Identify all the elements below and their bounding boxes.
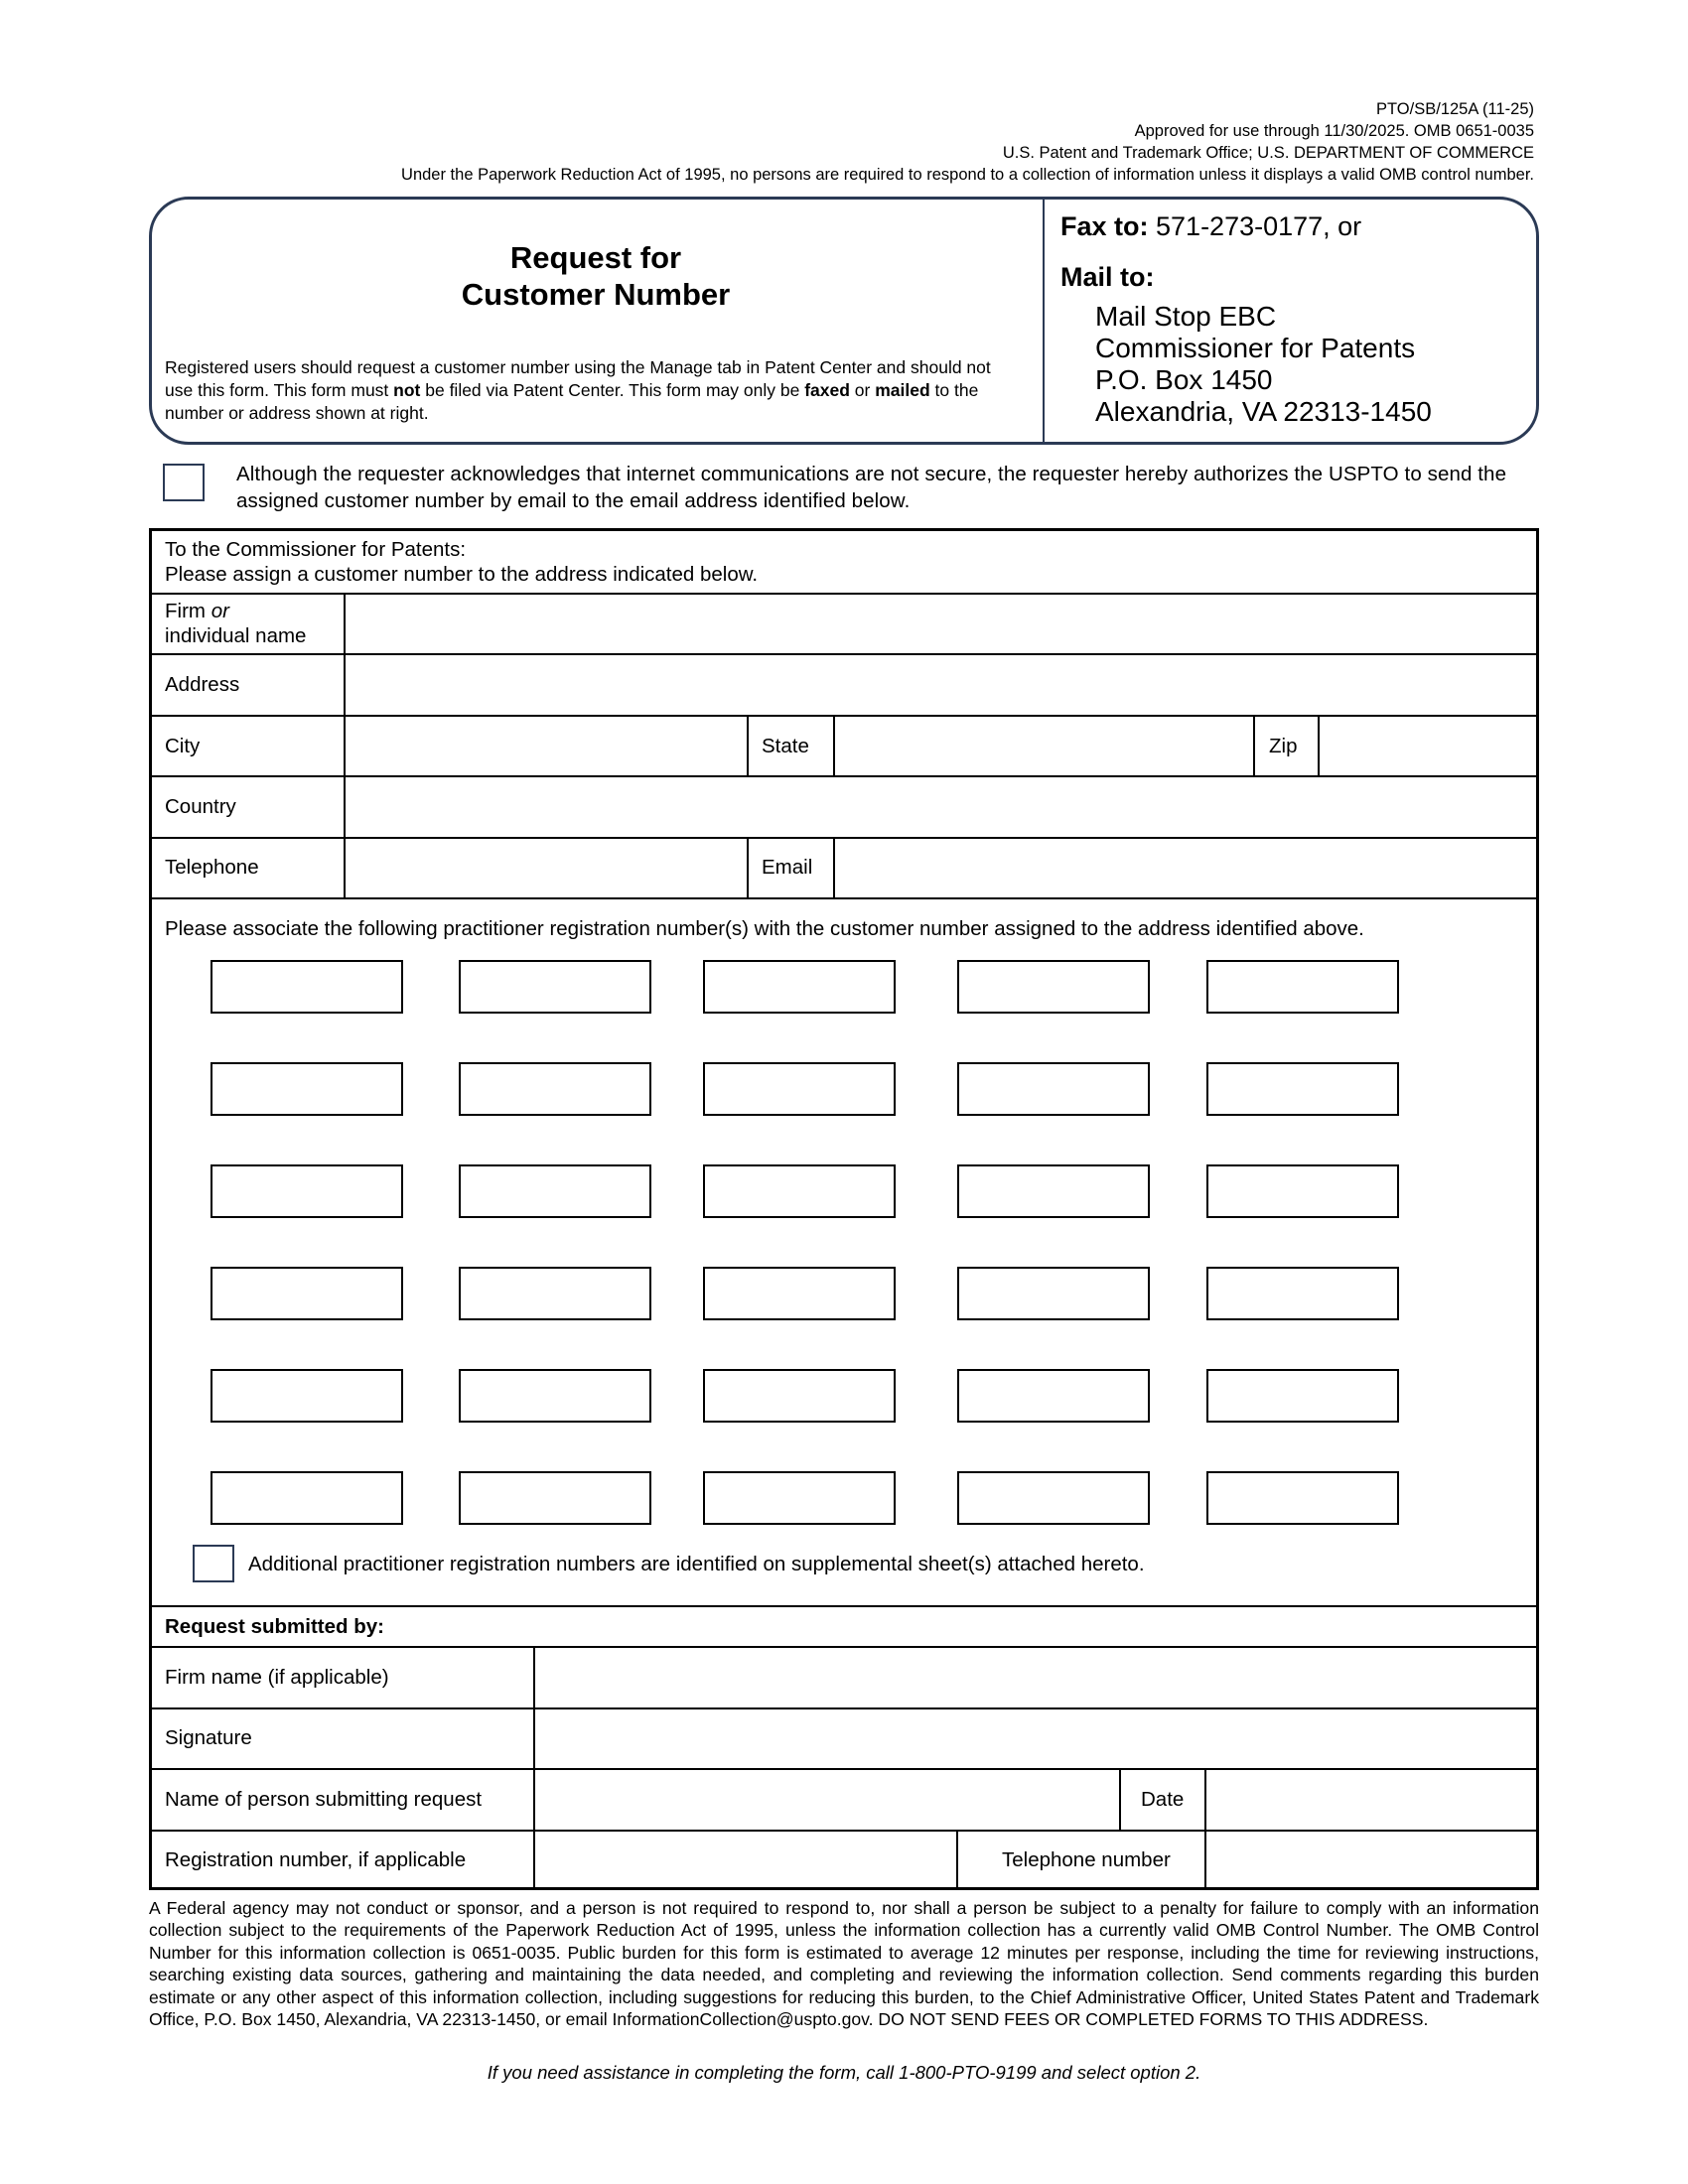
person-name-label: Name of person submitting request	[165, 1788, 483, 1811]
practitioner-registration-number-input[interactable]	[957, 1062, 1150, 1116]
submitter-firm-name-field[interactable]	[535, 1648, 1537, 1707]
mail-line: Alexandria, VA 22313-1450	[1095, 396, 1432, 427]
practitioner-registration-number-input[interactable]	[211, 1267, 403, 1320]
practitioner-registration-number-input[interactable]	[957, 960, 1150, 1014]
person-name-field[interactable]	[535, 1770, 1119, 1830]
practitioner-registration-number-input[interactable]	[957, 1369, 1150, 1423]
firm-label-or: or	[211, 600, 229, 622]
practitioner-registration-number-input[interactable]	[703, 1369, 896, 1423]
registration-number-field[interactable]	[535, 1832, 956, 1889]
submitted-by-heading: Request submitted by:	[165, 1615, 384, 1638]
row-divider	[150, 1605, 1538, 1607]
state-field[interactable]	[835, 717, 1253, 775]
telephone-number-field[interactable]	[1206, 1832, 1537, 1889]
mail-label: Mail to:	[1060, 262, 1155, 292]
telephone-number-label: Telephone number	[1002, 1848, 1171, 1871]
cell-divider	[1253, 715, 1255, 775]
country-field[interactable]	[346, 777, 1537, 837]
practitioner-registration-number-input[interactable]	[703, 1471, 896, 1525]
signature-label: Signature	[165, 1726, 252, 1749]
cell-divider	[956, 1830, 958, 1889]
intro-line-1: To the Commissioner for Patents:	[165, 538, 467, 561]
mail-line: P.O. Box 1450	[1095, 364, 1273, 395]
practitioner-registration-number-input[interactable]	[1206, 1164, 1399, 1218]
state-label: State	[762, 735, 809, 757]
practitioner-registration-number-input[interactable]	[1206, 960, 1399, 1014]
mail-line: Commissioner for Patents	[1095, 333, 1416, 363]
practitioner-registration-number-input[interactable]	[703, 1062, 896, 1116]
fax-line	[1060, 211, 1361, 242]
practitioner-registration-number-input[interactable]	[459, 1062, 651, 1116]
practitioner-registration-number-input[interactable]	[211, 1062, 403, 1116]
practitioner-registration-number-input[interactable]	[1206, 1471, 1399, 1525]
cell-divider	[747, 715, 749, 775]
practitioner-registration-number-input[interactable]	[211, 1471, 403, 1525]
form-title-line2: Customer Number	[461, 277, 731, 312]
practitioner-registration-number-input[interactable]	[459, 1164, 651, 1218]
practitioner-registration-number-input[interactable]	[957, 1164, 1150, 1218]
agency-line: U.S. Patent and Trademark Office; U.S. DEPARTMENT OF COMMERCE	[1002, 144, 1534, 162]
email-authorization-text: Although the requester acknowledges that internet communications are not secure, the requester hereby authorizes the USPTO to send the assigned customer number by email to the email address identified below.	[236, 463, 1507, 512]
zip-label: Zip	[1269, 735, 1298, 757]
practitioner-registration-number-input[interactable]	[703, 960, 896, 1014]
registered-users-note	[165, 356, 1019, 425]
email-field[interactable]	[835, 839, 1537, 897]
firm-or-individual-label	[165, 599, 306, 648]
practitioner-registration-number-input[interactable]	[703, 1267, 896, 1320]
practitioner-registration-number-input[interactable]	[703, 1164, 896, 1218]
practitioner-instruction: Please associate the following practitioner registration number(s) with the customer number assigned to the address identified above.	[165, 917, 1364, 940]
signature-field[interactable]	[535, 1709, 1537, 1768]
email-label: Email	[762, 856, 813, 879]
city-field[interactable]	[346, 717, 747, 775]
practitioner-registration-number-input[interactable]	[211, 1164, 403, 1218]
mail-line: Mail Stop EBC	[1095, 301, 1277, 332]
practitioner-registration-number-input[interactable]	[459, 960, 651, 1014]
firm-name-label: Firm name (if applicable)	[165, 1666, 389, 1689]
note-text-3: to the number or address shown at right.	[165, 380, 979, 423]
practitioner-registration-number-input[interactable]	[459, 1267, 651, 1320]
note-text-1: Registered users should request a customer number using the Manage tab in Patent Center and should not use this form. This form must	[165, 357, 991, 400]
city-label: City	[165, 735, 201, 757]
practitioner-registration-number-input[interactable]	[1206, 1369, 1399, 1423]
additional-numbers-text: Additional practitioner registration numbers are identified on supplemental sheet(s) attached hereto.	[248, 1553, 1145, 1575]
fax-number: 571-273-0177, or	[1148, 211, 1362, 241]
email-authorization-checkbox[interactable]	[163, 464, 205, 501]
additional-numbers-checkbox[interactable]	[193, 1545, 234, 1582]
form-title-line1: Request for	[509, 240, 682, 275]
date-field[interactable]	[1206, 1770, 1537, 1830]
firm-label-text: Firm	[165, 600, 211, 622]
firm-name-field[interactable]	[346, 595, 1537, 653]
title-divider	[1043, 197, 1045, 445]
address-label: Address	[165, 673, 240, 696]
telephone-field[interactable]	[346, 839, 747, 897]
practitioner-registration-number-input[interactable]	[957, 1267, 1150, 1320]
note-or: or	[849, 380, 876, 400]
practitioner-registration-number-input[interactable]	[459, 1471, 651, 1525]
form-id: PTO/SB/125A (11-25)	[1376, 100, 1534, 118]
practitioner-registration-number-input[interactable]	[211, 960, 403, 1014]
zip-field[interactable]	[1320, 717, 1537, 775]
cell-divider	[1119, 1768, 1121, 1830]
assistance-line: If you need assistance in completing the form, call 1-800-PTO-9199 and select option 2.	[487, 2062, 1201, 2083]
practitioner-registration-number-input[interactable]	[1206, 1062, 1399, 1116]
note-mailed: mailed	[875, 380, 930, 400]
practitioner-registration-number-input[interactable]	[957, 1471, 1150, 1525]
telephone-label: Telephone	[165, 856, 259, 879]
fax-label: Fax to:	[1060, 211, 1149, 241]
approval-line: Approved for use through 11/30/2025. OMB 0651-0035	[1134, 122, 1534, 140]
practitioner-registration-number-input[interactable]	[211, 1369, 403, 1423]
note-faxed: faxed	[804, 380, 850, 400]
intro-line-2: Please assign a customer number to the address indicated below.	[165, 563, 759, 586]
burden-statement: A Federal agency may not conduct or sponsor, and a person is not required to respond to, nor shall a person be subject to a penalty for failure to comply with an information collection subject to the requirements of the Paperwork Reduction Act of 1995, unless the information collection has a currently valid OMB Control Number. The OMB Control Number for this information collection is 0651-0035. Public burden for this form is estimated to average 12 minutes per response, including the time for reviewing instructions, searching existing data sources, gathering and maintaining the data needed, and completing and reviewing the information collection. Send comments regarding this burden estimate or any other aspect of this information collection, including suggestions for reducing this burden, to the Chief Administrative Officer, United States Patent and Trademark Office, P.O. Box 1450, Alexandria, VA 22313-1450, or email InformationCollection@uspto.gov. DO NOT SEND FEES OR COMPLETED FORMS TO THIS ADDRESS.	[149, 1898, 1539, 2030]
practitioner-registration-number-input[interactable]	[459, 1369, 651, 1423]
address-field[interactable]	[346, 655, 1537, 715]
cell-divider	[747, 837, 749, 897]
row-divider	[150, 897, 1538, 899]
note-text-2: be filed via Patent Center. This form may only be	[420, 380, 805, 400]
date-label: Date	[1141, 1788, 1185, 1811]
firm-label-text-2: individual name	[165, 624, 307, 647]
country-label: Country	[165, 795, 236, 818]
registration-number-label: Registration number, if applicable	[165, 1848, 467, 1871]
note-not: not	[393, 380, 421, 400]
paperwork-notice: Under the Paperwork Reduction Act of 1995, no persons are required to respond to a collection of information unless it displays a valid OMB control number.	[401, 166, 1534, 184]
practitioner-registration-number-input[interactable]	[1206, 1267, 1399, 1320]
